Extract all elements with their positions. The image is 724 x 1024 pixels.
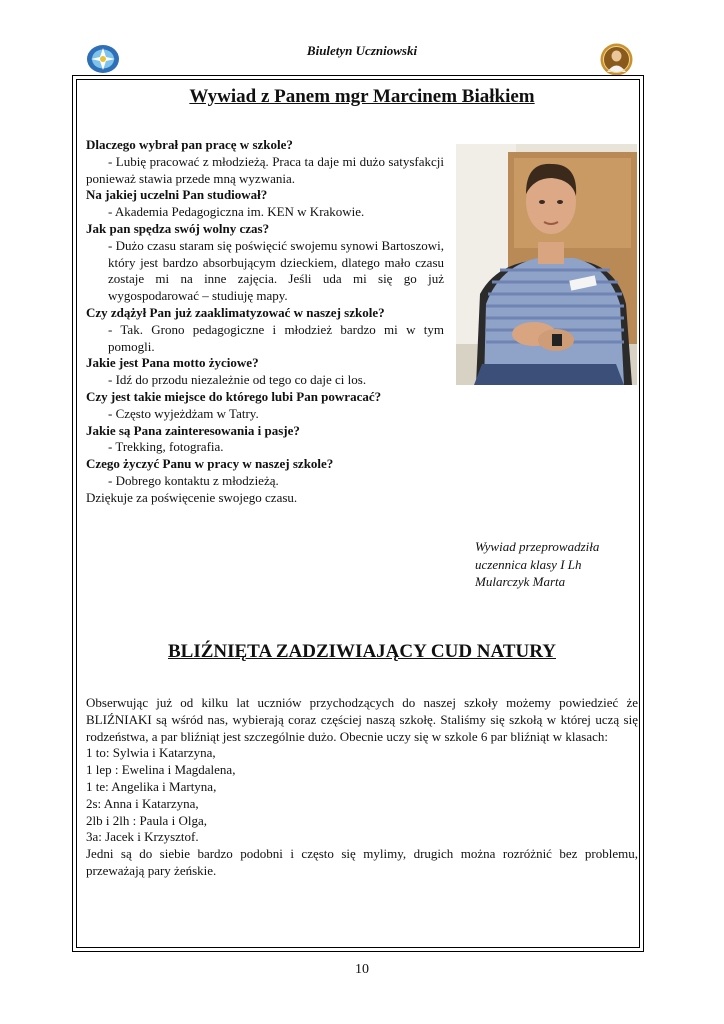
twins-class-item: 2s: Anna i Katarzyna, xyxy=(86,795,199,811)
twins-class-item: 1 lep : Ewelina i Magdalena, xyxy=(86,762,236,778)
answer: - Idź do przodu niezależnie od tego co daje ci los. xyxy=(108,372,367,388)
answer: - Tak. Grono pedagogiczne i młodzież bardzo mi w tym pomogli. xyxy=(108,321,444,354)
credit-line: uczennica klasy I Lh xyxy=(475,556,582,572)
question: Jak pan spędza swój wolny czas? xyxy=(86,220,270,236)
answer: - Dobrego kontaktu z młodzieżą. xyxy=(108,472,279,488)
thanks-line: Dziękuje za poświęcenie swojego czasu. xyxy=(86,489,298,505)
twins-body xyxy=(86,695,638,880)
answer: - Dużo czasu staram się poświęcić swojemu synowi Bartoszowi, który jest bardzo absorbującym dzieckiem, dlatego mało czasu zostaje mi na inne zajęcia. Jeśli uda mi się go już wygospodarować – studiuję mapy. xyxy=(108,237,444,304)
question: Czy zdążył Pan już zaaklimatyzować w naszej szkole? xyxy=(86,304,385,320)
answer: - Trekking, fotografia. xyxy=(108,439,224,455)
question: Jakie jest Pana motto życiowe? xyxy=(86,355,259,371)
twins-class-item: 1 te: Angelika i Martyna, xyxy=(86,778,217,794)
interview-body xyxy=(86,137,444,507)
twins-outro: Jedni są do siebie bardzo podobni i często się mylimy, drugich można rozróżnić bez problemu, przeważają pary żeńskie. xyxy=(86,846,638,878)
credit-line: Wywiad przeprowadziła xyxy=(475,539,600,554)
twins-class-item: 2lb i 2lh : Paula i Olga, xyxy=(86,812,207,828)
question: Jakie są Pana zainteresowania i pasje? xyxy=(86,422,300,438)
bulletin-title: Biuletyn Uczniowski xyxy=(306,43,418,58)
credit-line: Mularczyk Marta xyxy=(475,574,566,589)
page-number: 10 xyxy=(355,962,369,977)
twins-title: BLIŹNIĘTA ZADZIWIAJĄCY CUD NATURY xyxy=(167,641,556,662)
question: Czego życzyć Panu w pracy w naszej szkole? xyxy=(86,456,334,472)
question: Czy jest takie miejsce do którego lubi Pan powracać? xyxy=(86,388,382,404)
twins-class-item: 3a: Jacek i Krzysztof. xyxy=(86,829,199,845)
twins-class-item: 1 to: Sylwia i Katarzyna, xyxy=(86,745,216,761)
interview-title: Wywiad z Panem mgr Marcinem Białkiem xyxy=(189,86,535,107)
interview-credit xyxy=(475,538,599,591)
interviewee-photo xyxy=(456,144,637,385)
patron-medallion-icon xyxy=(600,43,633,76)
question: Na jakiej uczelni Pan studiował? xyxy=(86,187,268,203)
answer: - Akademia Pedagogiczna im. KEN w Krakowie. xyxy=(108,204,365,220)
answer: - Lubię pracować z młodzieżą. Praca ta daje mi dużo satysfakcji ponieważ stawia przede mną wyzwania. xyxy=(86,153,444,186)
twins-intro: Obserwując już od kilku lat uczniów przychodzących do naszej szkoły możemy powiedzieć że BLIŹNIAKI są wśród nas, wybierają coraz częściej naszą szkołę. Staliśmy się szkołą w której uczą się rodzeństwa, a par bliźniąt jest szczególnie dużo. Obecnie uczy się w szkole 6 par bliźniąt w klasach: xyxy=(86,695,638,744)
answer: - Często wyjeżdżam w Tatry. xyxy=(108,405,259,421)
question: Dlaczego wybrał pan pracę w szkole? xyxy=(86,137,293,152)
